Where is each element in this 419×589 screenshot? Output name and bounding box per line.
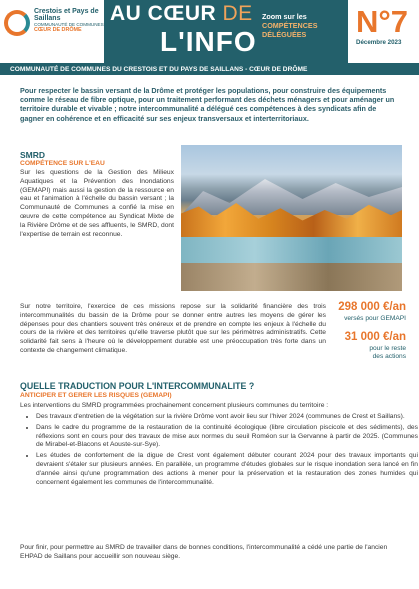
list-item: • Des travaux d'entretien de la végétation sur la rivière Drôme vont avoir lieu sur l'hiver 2024 (communes de Crest et Saillans).	[36, 413, 418, 422]
amount-gemapi: 298 000 €/an	[338, 301, 406, 313]
logo-emblem-icon	[4, 10, 30, 36]
interventions-list	[20, 413, 418, 489]
intro-paragraph: Pour respecter le bassin versant de la Drôme et protéger les populations, pour construire des équipements comme le réseau de fibre optique, pour un traitement performant des déchets ménagers et pour aménager un territoire durable et vivable ; notre intercommunalité a délégué ces compétences à des syndicats afin de gagner en cohérence et en efficacité sur ses enjeux transversaux et interterritoriaux.	[20, 86, 395, 123]
section-title-smrd: SMRD	[20, 150, 46, 160]
list-item: • Les études de confortement de la digue de Crest vont également débuter courant 2024 pour des travaux importants qui devraient s'étaler sur plusieurs années. En parallèle, un programme d'études globales sur le risque inondation sera lancé en fin d'année ainsi qu'une programmation des actions à mener pour la préservation et la restauration des zones humides qui concernent également les communes de l'intercommunalité.	[36, 452, 418, 487]
logo-name: Crestois et Pays de Saillans	[34, 8, 99, 22]
logo	[4, 4, 102, 58]
section-title-traduction: QUELLE TRADUCTION POUR L'INTERCOMMUNALITE ?	[20, 381, 255, 391]
smrd-column-text: Sur les questions de la Gestion des Milieux Aquatiques et la Prévention des Inondations (GEMAPI) mais aussi la gestion de la ressource en eau et l'animation à l'échelle du bassin versant ; la Communauté de Communes a confié la mise en œuvre de cette compétence au Syndicat Mixte de la Rivière Drôme et de ses affluents, le SMRD, dont l'expertise de terrain est reconnue.	[20, 169, 174, 238]
issue-date: Décembre 2023	[356, 39, 402, 46]
banner-text: COMMUNAUTÉ DE COMMUNES DU CRESTOIS ET DU PAYS DE SAILLANS - CŒUR DE DRÔME	[10, 66, 308, 73]
logo-region: CŒUR DE DRÔME	[34, 27, 82, 33]
masthead-title-line2: L'INFO	[160, 26, 257, 57]
list-item: • Dans le cadre du programme de la restauration de la continuité écologique (libre circulation piscicole et des sédiments), des réflexions sont en cours pour des travaux de mise aux normes du seuil Roméon sur la Gervanne à partir de 2025. (Communes de Mirabel-et-Blacons et Aouste-sur-Sye).	[36, 424, 418, 450]
logo-subtitle: COMMUNAUTÉ DE COMMUNES	[34, 22, 104, 27]
amount-gemapi-label: versés pour GEMAPI	[344, 315, 406, 322]
masthead-title-line1: AU CŒUR DE	[110, 2, 253, 25]
final-paragraph: Pour finir, pour permettre au SMRD de travailler dans de bonnes conditions, l'intercommunalité a cédé une partie de l'ancien EHPAD de Saillans pour accueillir son nouveau siège.	[20, 544, 388, 560]
amount-other-label: pour le reste des actions	[369, 345, 406, 360]
amount-other: 31 000 €/an	[344, 331, 406, 343]
issue-number: N°7	[356, 4, 409, 39]
traduction-lead: Les interventions du SMRD programmées prochainement concernent plusieurs communes du territoire :	[20, 402, 329, 409]
section-subtitle-traduction: ANTICIPER ET GERER LES RISQUES (GEMAPI)	[20, 392, 172, 399]
section-subtitle-smrd: COMPÉTENCE SUR L'EAU	[20, 160, 105, 167]
zoom-label: Zoom sur les COMPÉTENCES DÉLÉGUÉES	[262, 12, 318, 39]
smrd-solidarity-paragraph: Sur notre territoire, l'exercice de ces missions repose sur la solidarité financière des trois intercommunalités du bassin de la Drôme pour se donner entre autres les moyens de gérer les dépenses pour des chantiers souvent très onéreux et de prendre en compte les enjeux à l'échelle du cours de la rivière et des territoires qu'elle traverse plutôt que sur les périmètres administratifs. Cette solidarité fait sens à l'heure où le développement durable est une préoccupation très forte dans un contexte de changement climatique.	[20, 303, 326, 354]
shore-shape	[181, 263, 402, 291]
river-photo	[181, 145, 402, 291]
